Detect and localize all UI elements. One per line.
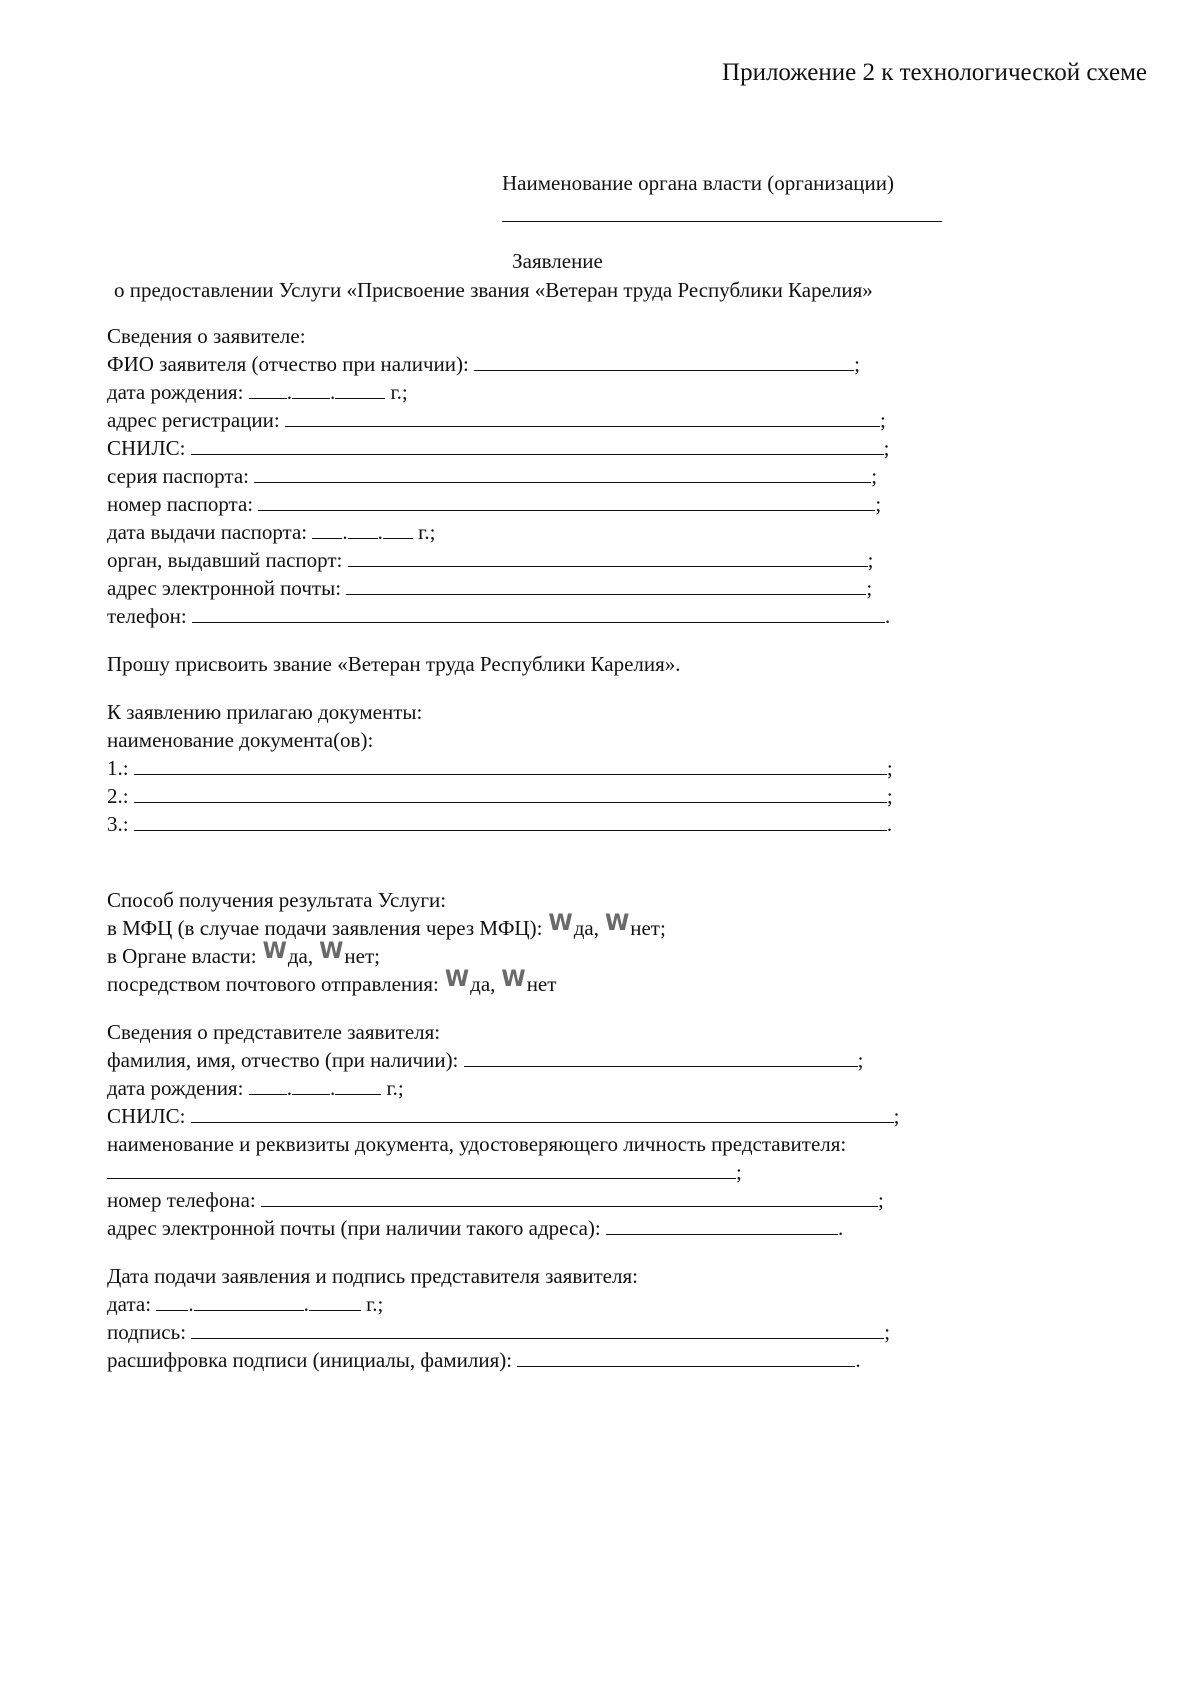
applicant-snils-row: СНИЛС: ; [107, 436, 890, 460]
sign-year-field[interactable] [309, 1291, 361, 1311]
passport-number-row: номер паспорта: ; [107, 492, 882, 516]
passport-date-row: дата выдачи паспорта: . . г.; [107, 520, 436, 544]
applicant-fio-label: ФИО заявителя (отчество при наличии): [107, 352, 469, 376]
sign-month-field[interactable] [194, 1291, 304, 1311]
rep-birth-label: дата рождения: [107, 1076, 244, 1100]
authority-label: Наименование органа власти (организации) [502, 171, 894, 195]
applicant-phone-label: телефон: [107, 604, 187, 628]
post-yes-checkbox-icon[interactable]: W [444, 967, 468, 992]
rep-doc-label: наименование и реквизиты документа, удостоверяющего личность представителя: [107, 1132, 847, 1156]
post-no-checkbox-icon[interactable]: W [501, 967, 524, 992]
rep-fio-label: фамилия, имя, отчество (при наличии): [107, 1048, 459, 1072]
sign-date-label: дата: [107, 1292, 152, 1316]
rep-email-field[interactable] [606, 1215, 838, 1235]
passport-month-field[interactable] [348, 519, 378, 539]
organ-yes-checkbox-icon[interactable]: W [262, 939, 285, 964]
passport-org-label: орган, выдавший паспорт: [107, 548, 343, 572]
rep-birth-month-field[interactable] [292, 1075, 330, 1095]
rep-heading: Сведения о представителе заявителя: [107, 1020, 441, 1044]
applicant-fio-field[interactable] [474, 351, 854, 371]
birth-month-field[interactable] [292, 379, 330, 399]
applicant-phone-field[interactable] [192, 603, 885, 623]
passport-number-label: номер паспорта: [107, 492, 254, 516]
result-organ-row: в Органе власти: W да, W нет; [107, 939, 381, 968]
applicant-address-label: адрес регистрации: [107, 408, 280, 432]
rep-email-row: адрес электронной почты (при наличии такого адреса): . [107, 1216, 844, 1240]
result-post-label: посредством почтового отправления: [107, 972, 439, 996]
rep-phone-row: номер телефона: ; [107, 1188, 884, 1212]
applicant-email-label: адрес электронной почты: [107, 576, 342, 600]
sign-signature-label: подпись: [107, 1320, 187, 1344]
sign-day-field[interactable] [156, 1291, 188, 1311]
sign-heading: Дата подачи заявления и подпись представителя заявителя: [107, 1264, 638, 1288]
rep-birth-row: дата рождения: . . г.; [107, 1076, 404, 1100]
passport-day-field[interactable] [312, 519, 342, 539]
result-organ-label: в Органе власти: [107, 944, 257, 968]
doc-item-3-field[interactable] [134, 811, 887, 831]
rep-fio-field[interactable] [464, 1047, 858, 1067]
sign-signature-row: подпись: ; [107, 1320, 891, 1344]
rep-birth-day-field[interactable] [249, 1075, 287, 1095]
authority-field[interactable] [502, 221, 942, 222]
appendix-title: Приложение 2 к технологической схеме [722, 59, 1147, 86]
doc-item-1-field[interactable] [134, 755, 887, 775]
doc-item-3: 3.: . [107, 812, 893, 836]
birth-year-field[interactable] [335, 379, 385, 399]
organ-no-checkbox-icon[interactable]: W [319, 939, 342, 964]
rep-phone-field[interactable] [261, 1187, 878, 1207]
sign-decode-label: расшифровка подписи (инициалы, фамилия): [107, 1348, 513, 1372]
applicant-address-field[interactable] [285, 407, 880, 427]
mfc-no-checkbox-icon[interactable]: W [604, 911, 628, 936]
sign-date-row: дата: . . г.; [107, 1292, 384, 1316]
docs-heading: К заявлению прилагаю документы: [107, 700, 423, 724]
doc-item-2-field[interactable] [134, 783, 887, 803]
result-mfc-label: в МФЦ (в случае подачи заявления через МФЦ): [107, 916, 543, 940]
rep-email-label: адрес электронной почты (при наличии такого адреса): [107, 1216, 601, 1240]
applicant-snils-label: СНИЛС: [107, 436, 186, 460]
applicant-address-row: адрес регистрации: ; [107, 408, 886, 432]
passport-number-field[interactable] [258, 491, 875, 511]
applicant-birth-label: дата рождения: [107, 380, 244, 404]
request-text: Прошу присвоить звание «Ветеран труда Республики Карелия». [107, 652, 681, 676]
birth-day-field[interactable] [249, 379, 287, 399]
doc-title: Заявление [512, 249, 603, 273]
passport-org-field[interactable] [348, 547, 868, 567]
doc-item-2: 2.: ; [107, 784, 893, 808]
result-heading: Способ получения результата Услуги: [107, 888, 447, 912]
passport-series-field[interactable] [254, 463, 871, 483]
rep-doc-field[interactable] [107, 1159, 736, 1179]
applicant-heading: Сведения о заявителе: [107, 324, 306, 348]
result-post-row: посредством почтового отправления: W да, W нет [107, 967, 557, 996]
doc-item-1: 1.: ; [107, 756, 893, 780]
passport-org-row: орган, выдавший паспорт: ; [107, 548, 874, 572]
rep-birth-year-field[interactable] [335, 1075, 381, 1095]
applicant-phone-row: телефон: . [107, 604, 891, 628]
signature-field[interactable] [191, 1319, 884, 1339]
applicant-email-field[interactable] [346, 575, 866, 595]
rep-snils-label: СНИЛС: [107, 1104, 186, 1128]
mfc-yes-checkbox-icon[interactable]: W [548, 911, 571, 936]
rep-snils-row: СНИЛС: ; [107, 1104, 900, 1128]
rep-snils-field[interactable] [191, 1103, 894, 1123]
passport-year-field[interactable] [383, 519, 413, 539]
applicant-fio-row: ФИО заявителя (отчество при наличии): ; [107, 352, 860, 376]
sign-decode-row: расшифровка подписи (инициалы, фамилия): . [107, 1348, 861, 1372]
doc-subtitle: о предоставлении Услуги «Присвоение звания «Ветеран труда Республики Карелия» [114, 278, 873, 302]
passport-series-row: серия паспорта: ; [107, 464, 878, 488]
rep-doc-row: ; [107, 1159, 742, 1185]
applicant-birth-row: дата рождения: . . г.; [107, 380, 408, 404]
applicant-snils-field[interactable] [191, 435, 884, 455]
rep-phone-label: номер телефона: [107, 1188, 256, 1212]
passport-series-label: серия паспорта: [107, 464, 249, 488]
signature-decode-field[interactable] [517, 1347, 855, 1367]
rep-fio-row: фамилия, имя, отчество (при наличии): ; [107, 1048, 864, 1072]
result-mfc-row: в МФЦ (в случае подачи заявления через МФЦ): W да, W нет; [107, 911, 666, 940]
docs-names-label: наименование документа(ов): [107, 728, 374, 752]
applicant-email-row: адрес электронной почты: ; [107, 576, 873, 600]
passport-date-label: дата выдачи паспорта: [107, 520, 308, 544]
